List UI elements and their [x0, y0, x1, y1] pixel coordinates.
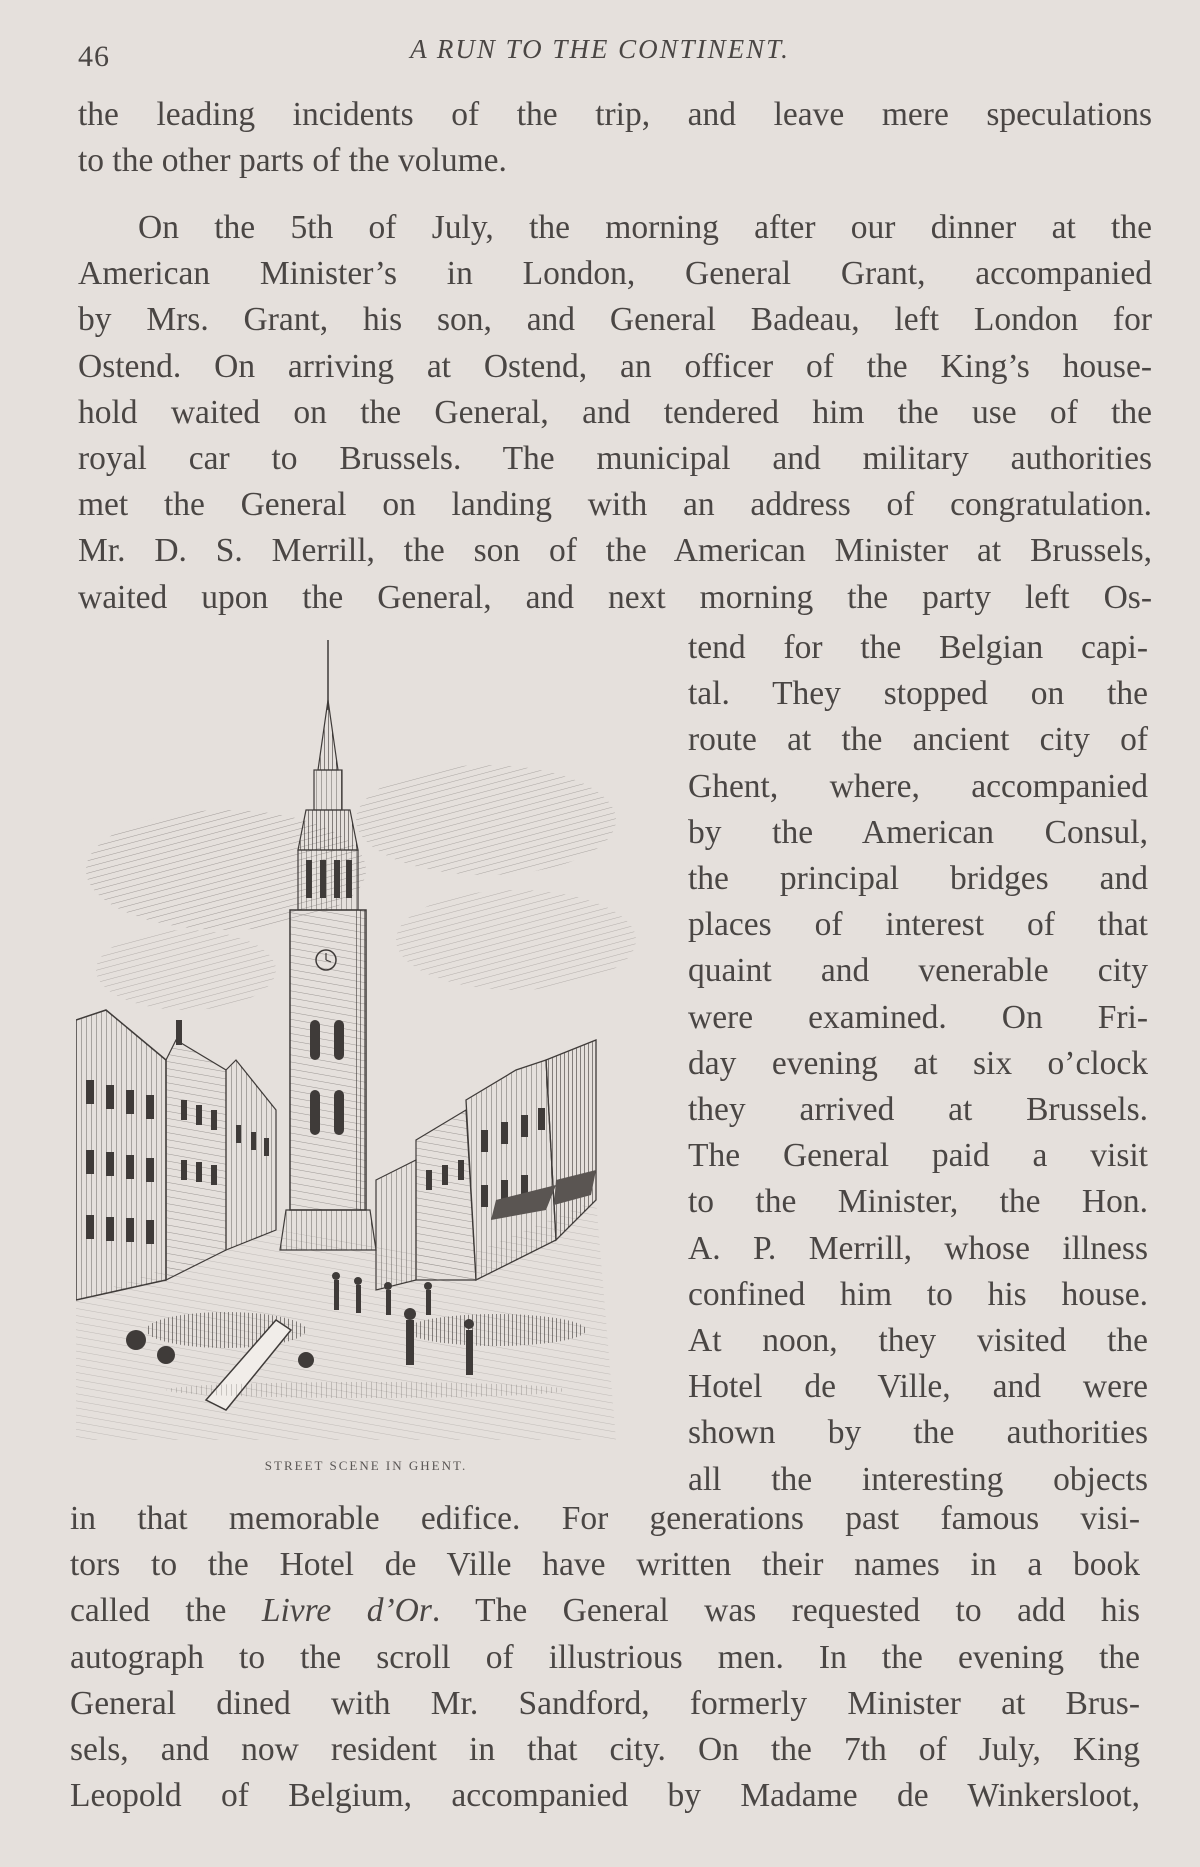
- illustration-caption: STREET SCENE IN GHENT.: [264, 1458, 468, 1473]
- church-tower: [280, 640, 376, 1250]
- text-line: American Minister’s in London, General Grant, accompanied: [78, 255, 1152, 293]
- street-scene-illustration: [76, 640, 656, 1440]
- running-title: A RUN TO THE CONTINENT.: [410, 34, 790, 64]
- page-number: 46: [78, 40, 110, 73]
- paragraph-1: [78, 92, 1152, 184]
- text-line: by Mrs. Grant, his son, and General Badeau, left London for: [78, 301, 1152, 339]
- text-line: were examined. On Fri-: [688, 998, 1148, 1036]
- text-line: places of interest of that: [688, 906, 1148, 944]
- paragraph-2: [78, 205, 1152, 621]
- text-line: day evening at six o’clock: [688, 1044, 1148, 1082]
- side-column-text: [688, 625, 1148, 1503]
- text-line: route at the ancient city of: [688, 721, 1148, 759]
- text-line: Hotel de Ville, and were: [688, 1368, 1148, 1406]
- italic-title-livre-dor: Livre d’Or: [261, 1592, 432, 1630]
- text-line: tal. They stopped on the: [688, 675, 1148, 713]
- text-line: Ostend. On arriving at Ostend, an officer of the King’s house-: [78, 347, 1152, 385]
- text-line: hold waited on the General, and tendered him the use of the: [78, 393, 1152, 431]
- text-line: Ghent, where, accompanied: [688, 767, 1148, 805]
- text-line: to the Minister, the Hon.: [688, 1183, 1148, 1221]
- text-line: confined him to his house.: [688, 1275, 1148, 1313]
- text-line: royal car to Brussels. The municipal and military authorities: [78, 440, 1152, 478]
- text-line: to the other parts of the volume.: [78, 142, 507, 180]
- text-line: A. P. Merrill, whose illness: [688, 1229, 1148, 1267]
- paragraph-3: [70, 1496, 1140, 1819]
- text-line: by the American Consul,: [688, 813, 1148, 851]
- text-line: The General paid a visit: [688, 1137, 1148, 1175]
- text-line: shown by the authorities: [688, 1414, 1148, 1452]
- text-line: they arrived at Brussels.: [688, 1091, 1148, 1129]
- text-line: the leading incidents of the trip, and leave mere speculations: [78, 96, 1152, 133]
- text-line: autograph to the scroll of illustrious men. In the evening the: [70, 1638, 1140, 1676]
- text-line: On the 5th of July, the morning after our dinner at the: [138, 209, 1152, 246]
- text-segment: called the: [70, 1592, 262, 1630]
- text-line: quaint and venerable city: [688, 952, 1148, 990]
- text-segment: . The General was requested to add his: [431, 1592, 1140, 1630]
- text-line: Mr. D. S. Merrill, the son of the American Minister at Brussels,: [78, 532, 1152, 570]
- text-line: waited upon the General, and next morning the party left Os-: [78, 578, 1152, 616]
- text-line: sels, and now resident in that city. On the 7th of July, King: [70, 1731, 1140, 1769]
- text-line: [70, 1588, 1140, 1634]
- text-line: tors to the Hotel de Ville have written their names in a book: [70, 1546, 1140, 1584]
- text-line: met the General on landing with an address of congratulation.: [78, 486, 1152, 524]
- text-line: tend for the Belgian capi-: [688, 629, 1148, 666]
- text-line: Leopold of Belgium, accompanied by Madame de Winkersloot,: [70, 1777, 1140, 1815]
- text-line: the principal bridges and: [688, 860, 1148, 898]
- text-line: in that memorable edifice. For generations past famous visi-: [70, 1500, 1140, 1537]
- text-line: At noon, they visited the: [688, 1322, 1148, 1360]
- text-line: General dined with Mr. Sandford, formerly Minister at Brus-: [70, 1684, 1140, 1722]
- text-line: all the interesting objects: [688, 1460, 1148, 1498]
